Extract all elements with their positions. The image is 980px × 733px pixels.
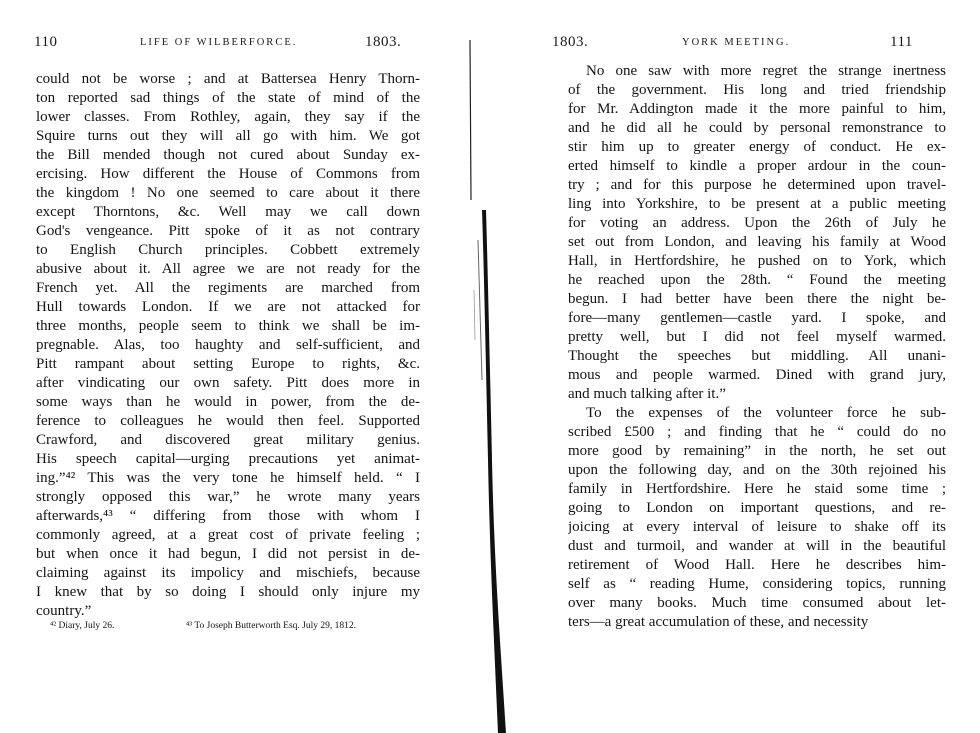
left-running-title: LIFE OF WILBERFORCE. — [140, 37, 298, 48]
text-line: Pitt rampant about setting Europe to rights, &c. — [36, 356, 420, 372]
text-line: he reached upon the 28th. “ Found the meeting — [568, 272, 946, 288]
text-line: going to London on important questions, and re- — [568, 500, 946, 516]
left-page — [0, 0, 470, 733]
text-line: and he did all he could by personal remonstrance to — [568, 120, 946, 136]
text-line: afterwards,⁴³ “ differing from those with whom I — [36, 508, 420, 524]
text-line: erted himself to kindle a proper ardour in the coun- — [568, 158, 946, 174]
text-line: Squire turns out they will all go with him. We got — [36, 128, 420, 144]
footnote-42: ⁴² Diary, July 26. — [50, 621, 115, 631]
right-running-year: 1803. — [552, 34, 589, 50]
text-line: Hall, in Hertfordshire, he pushed on to York, which — [568, 253, 946, 269]
text-line: ercising. How different the House of Commons from — [36, 166, 420, 182]
right-body-text — [568, 62, 946, 632]
text-line: ference to colleagues he would then feel. Supported — [36, 413, 420, 429]
text-line: No one saw with more regret the strange inertness — [586, 63, 946, 79]
text-line: strongly opposed this war,” he wrote many years — [36, 489, 420, 505]
left-page-number: 110 — [34, 34, 58, 50]
text-line: commonly agreed, at a great cost of private feeling ; — [36, 527, 420, 543]
text-line: pregnable. Alas, too haughty and self-sufficient, and — [36, 337, 420, 353]
left-running-year: 1803. — [365, 34, 402, 50]
text-line: ton reported sad things of the state of mind of the — [36, 90, 420, 106]
text-line: except Thorntons, &c. Well may we call down — [36, 204, 420, 220]
text-line: three months, people seem to think we shall be im- — [36, 318, 420, 334]
text-line: fore—many gentlemen—castle yard. I spoke, and — [568, 310, 946, 326]
text-line: To the expenses of the volunteer force he sub- — [586, 405, 946, 421]
text-line: to English Church principles. Cobbett extremely — [36, 242, 420, 258]
text-line: abusive about it. All agree we are not ready for the — [36, 261, 420, 277]
text-line: could not be worse ; and at Battersea Henry Thorn- — [36, 71, 420, 87]
text-line: Thought the speeches but middling. All unani- — [568, 348, 946, 364]
text-line: I knew that by so doing I should only injure my — [36, 584, 420, 600]
footnote-43: ⁴³ To Joseph Butterworth Esq. July 29, 1812. — [186, 621, 356, 631]
text-line: mous and people warmed. Dined with grand jury, — [568, 367, 946, 383]
text-line: the kingdom ! No one seemed to care about it there — [36, 185, 420, 201]
text-line: dust and turmoil, and wander at will in the beautiful — [568, 538, 946, 554]
text-line: try ; and for this purpose he determined upon travel- — [568, 177, 946, 193]
text-line: and much talking after it.” — [568, 386, 726, 402]
text-line: over many books. Much time consumed about let- — [568, 595, 946, 611]
text-line: some ways than he would in power, from the de- — [36, 394, 420, 410]
text-line: God's vengeance. Pitt spoke of it as not contrary — [36, 223, 420, 239]
text-line: ters—a great accumulation of these, and necessity — [568, 614, 869, 630]
text-line: country.” — [36, 603, 92, 619]
text-line: joicing at every interval of leisure to shake off its — [568, 519, 946, 535]
text-line: lower classes. From Rothley, again, they say if the — [36, 109, 420, 125]
text-line: for voting an address. Upon the 26th of July he — [568, 215, 946, 231]
text-line: set out from London, and leaving his family at Wood — [568, 234, 946, 250]
text-line: but when once it had begun, I did not persist in de- — [36, 546, 420, 562]
text-line: of the government. His long and tried friendship — [568, 82, 946, 98]
text-line: the Bill mended though not cured about Sunday ex- — [36, 147, 420, 163]
text-line: pretty well, but I did not feel myself warmed. — [568, 329, 946, 345]
text-line: French yet. All the regiments are marched from — [36, 280, 420, 296]
text-line: claiming against its impolicy and mischiefs, because — [36, 565, 420, 581]
right-page — [500, 0, 980, 733]
text-line: stir him up to greater energy of conduct. He ex- — [568, 139, 946, 155]
text-line: His speech capital—urging precautions yet animat- — [36, 451, 420, 467]
right-running-title: YORK MEETING. — [682, 37, 791, 48]
text-line: family in Hertfordshire. Here he staid some time ; — [568, 481, 946, 497]
text-line: more good by remaining” in the north, he set out — [568, 443, 946, 459]
text-line: ing.”⁴² This was the very tone he himself held. “ I — [36, 470, 420, 486]
text-line: Crawford, and discovered great military genius. — [36, 432, 420, 448]
text-line: Hull towards London. If we are not attacked for — [36, 299, 420, 315]
right-page-number: 111 — [890, 34, 913, 50]
text-line: after vindicating our own safety. Pitt does more in — [36, 375, 420, 391]
text-line: ling into Yorkshire, to be present at a public meeting — [568, 196, 946, 212]
text-line: begun. I had better have been there the night be- — [568, 291, 946, 307]
text-line: retirement of Wood Hall. Here he describes him- — [568, 557, 946, 573]
left-body-text — [36, 70, 420, 621]
text-line: for Mr. Addington made it the more painful to him, — [568, 101, 946, 117]
text-line: scribed £500 ; and finding that he “ could do no — [568, 424, 946, 440]
text-line: self as “ reading Hume, considering topics, running — [568, 576, 946, 592]
text-line: upon the following day, and on the 30th rejoined his — [568, 462, 946, 478]
